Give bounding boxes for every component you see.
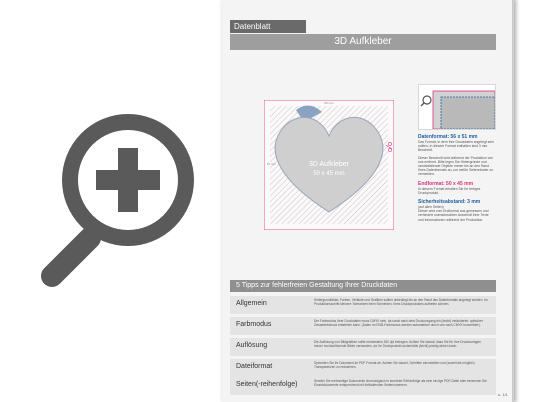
tips-row-text: Speichern Sie Ihr Dokument im PDF Format ab. Achten Sie darauf, Schriften einzubetten und (soweit als möglich) Transparenzen zu reduzieren. <box>314 361 475 369</box>
tips-row-label: Farbmodus <box>236 321 272 328</box>
format-text: Das Format, in dem Ihre Druckdaten angelegt sein sollten, in diesem Format enthalten sind 3 mm Beschnitt. <box>418 140 494 153</box>
safety-title: Sicherheitsabstand: 3 mm <box>418 199 481 206</box>
format-text-2: Dieser Beschnitt wird während der Produktion von uns entfernt. Bitte legen Sie Hintergründe und randabfallende Objekte immer bis an den Rand Ihres Datenformats an, um weiße Seitenränder zu vermeiden. <box>418 155 494 177</box>
safety-sub: (auf allen Seiten) <box>418 205 444 210</box>
diagram-label-1: 3D Aufkleber <box>308 161 350 168</box>
diagram-label-2: 50 x 45 mm <box>313 171 345 177</box>
tips-row <box>230 377 496 395</box>
format-title: Datenformat: 56 x 51 mm <box>418 134 478 140</box>
tips-row <box>230 359 496 377</box>
datasheet-tab-label: Datenblatt <box>230 20 306 33</box>
page-shadow <box>512 0 520 402</box>
datasheet-page <box>222 0 514 402</box>
format-info <box>418 130 495 258</box>
tips-row <box>230 296 496 314</box>
corner-thumbnail <box>418 84 496 130</box>
dim-top: 56 mm <box>324 101 334 105</box>
tips-row <box>230 338 496 356</box>
sticker-diagram <box>264 100 394 230</box>
endformat-title: Endformat: 50 x 45 mm <box>418 180 474 187</box>
tips-row-text: Der Farbmodus Ihrer Druckdaten muss CMYK sein, da sonst nach dem Druckvorgang ein (leicht) veränderter, optischer Gesamteindruck entstehen kann. (Daten im RGB-Farbmodus werden automatisch durch uns nach CMYK konvertiert.) <box>314 319 483 327</box>
tips-row <box>230 317 496 335</box>
zoom-in-icon[interactable] <box>38 110 208 290</box>
endformat-text: In diesem Format erhalten Sie Ihr fertiges Druckprodukt. <box>418 186 481 195</box>
tips-row-text: Hintergrundbilder, Farben, Verläufe und Grafiken sollten unbedingt bis an den Rand des Datenformats angelegt werden. Im Produktionsschritt kleinere Toleranzen beim Schneiden. Ihres Druckproduktes auftreten können. <box>314 298 488 306</box>
page-title: 3D Aufkleber <box>230 34 496 50</box>
tips-row-label: Auflösung <box>236 342 268 349</box>
safety-text: Dieser wird vom Endformat aus gemessen und verhindert unerwünschten Anschnitt Ihrer Texte und Informationen während der Produktion. <box>418 209 489 222</box>
tips-row-label: Allgemein <box>236 300 267 307</box>
tips-row-text: Senden Sie mehrseitige Dokumente chronologisch in korrekter Reihenfolge als eine einzige PDF-Datei oder benennen Sie Einzeldokumente entsprechend mit fortlaufenden Seitennummern. <box>314 379 487 387</box>
tips-row-text: Die Auflösung von Bildgrafiken sollte mindestens 300 dpi betragen. Achten Sie darauf, dass Sie für Ihre Druckvorlagen immer hochauflösende Bilder verwenden, da Ihr Druckprodukt andernfalls (leicht) pixelig wirken kann. <box>314 340 481 348</box>
tips-row-label: Seiten(-reihenfolge) <box>236 381 298 388</box>
small-zoom-icon <box>421 96 431 106</box>
dim-side: 51 mm <box>267 162 277 166</box>
tips-heading: 5 Tipps zur fehlerfreien Gestaltung Ihrer Druckdaten <box>230 280 496 292</box>
page-number: s. 1/1 <box>498 392 508 397</box>
tips-row-label: Dateiformat <box>236 363 273 370</box>
